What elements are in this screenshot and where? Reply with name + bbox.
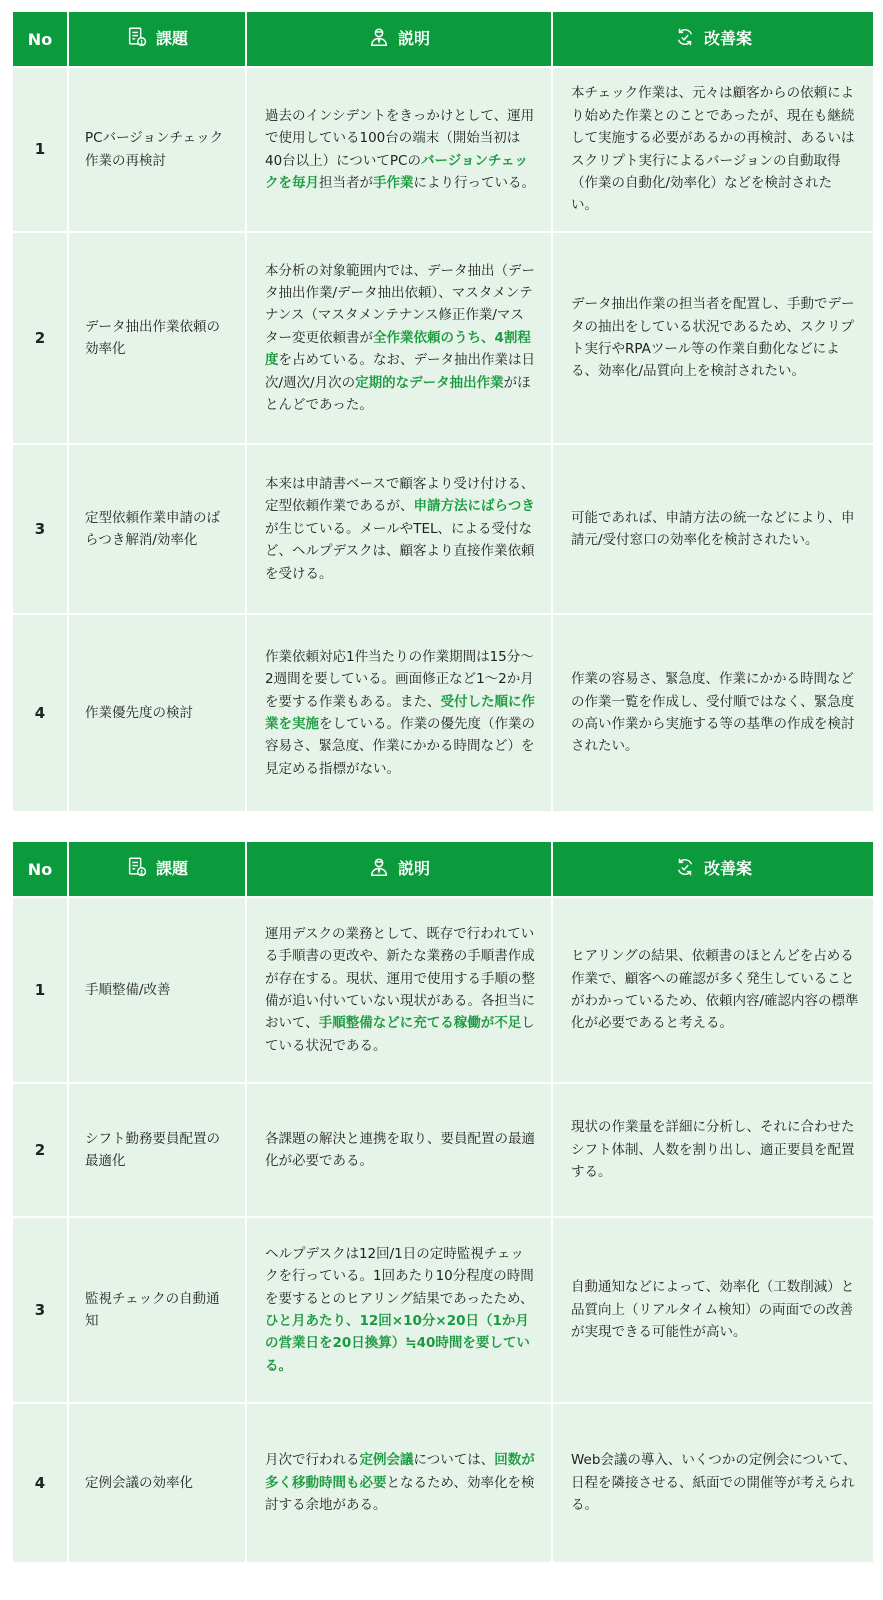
table-row <box>12 1217 874 1403</box>
table-row <box>12 67 874 232</box>
improvement-plan: 現状の作業量を詳細に分析し、それに合わせたシフト体制、人数を割り出し、適正要員を配置する。 <box>552 1083 874 1217</box>
highlight-text: バージョンチェックを毎月 <box>265 152 529 191</box>
row-no: 2 <box>12 1083 68 1217</box>
header-issue: 課題 <box>68 841 246 897</box>
highlight-text: 全作業依頼のうち、4割程度 <box>265 329 531 369</box>
highlight-text: 手順整備などに充てる稼働が不足 <box>318 1015 522 1032</box>
body-text: 本分析の対象範囲内では、データ抽出（データ抽出作業/データ抽出依頼）、マスタメンテナンス（マスタメンテナンス修正作業/マスター変更依頼書が <box>265 262 535 346</box>
improvement-plan: ヒアリングの結果、依頼書のほとんどを占める作業で、顧客への確認が多く発生していることがわかっているため、依頼内容/確認内容の標準化が必要であると考える。 <box>552 897 874 1083</box>
body-text: ヘルプデスクは12回/1日の定時監視チェックを行っている。1回あたり10分程度の時間を要するとのヒアリング結果であったため、 <box>265 1245 534 1307</box>
issue-title: 定型依頼作業申請のばらつき解消/効率化 <box>68 444 246 614</box>
improvement-plan: データ抽出作業の担当者を配置し、手動でデータの抽出をしている状況であるため、スクリプト実行やRPAツール等の作業自動化などによる、効率化/品質向上を検討されたい。 <box>552 232 874 444</box>
highlight-text: 申請方法にばらつき <box>413 498 535 515</box>
table-row <box>12 232 874 444</box>
document-icon <box>126 856 148 878</box>
body-text: をしている。作業の優先度（作業の容易さ、緊急度、作業にかかる時間など）を見定める指標がない。 <box>265 716 535 777</box>
header-row <box>12 11 874 67</box>
person-icon <box>368 856 390 878</box>
body-text: している状況である。 <box>265 1015 535 1054</box>
improvement-plan: 本チェック作業は、元々は顧客からの依頼により始めた作業とのことであったが、現在も継続して実施する必要があるかの再検討、あるいはスクリプト実行によるバージョンの自動取得（作業の自動化/効率化）などを検討されたい。 <box>552 67 874 232</box>
body-text: 担当者が <box>319 174 373 191</box>
row-no: 1 <box>12 897 68 1083</box>
header-plan: 改善案 <box>552 841 874 897</box>
issue-description <box>246 614 552 812</box>
header-row <box>12 841 874 897</box>
issue-description <box>246 897 552 1083</box>
header-no: No <box>12 841 68 897</box>
issue-table-2 <box>11 840 875 1564</box>
body-text: となるため、効率化を検討する余地がある。 <box>265 1474 535 1514</box>
issue-title: 監視チェックの自動通知 <box>68 1217 246 1403</box>
issue-description <box>246 444 552 614</box>
header-no: No <box>12 11 68 67</box>
improvement-plan: 可能であれば、申請方法の統一などにより、申請元/受付窓口の効率化を検討されたい。 <box>552 444 874 614</box>
row-no: 4 <box>12 1403 68 1563</box>
improvement-plan: 自動通知などによって、効率化（工数削減）と品質向上（リアルタイム検知）の両面での改善が実現できる可能性が高い。 <box>552 1217 874 1403</box>
issue-title: 定例会議の効率化 <box>68 1403 246 1563</box>
table-row <box>12 444 874 614</box>
body-text: がほとんどであった。 <box>265 374 531 414</box>
row-no: 1 <box>12 67 68 232</box>
issue-description <box>246 1217 552 1403</box>
row-no: 3 <box>12 444 68 614</box>
highlight-text: 定期的なデータ抽出作業 <box>355 374 504 391</box>
highlight-text: 受付した順に作業を実施 <box>265 693 535 732</box>
improvement-plan: 作業の容易さ、緊急度、作業にかかる時間などの作業一覧を作成し、受付順ではなく、緊急度の高い作業から実施する等の基準の作成を検討されたい。 <box>552 614 874 812</box>
issue-title: PCバージョンチェック作業の再検討 <box>68 67 246 232</box>
issue-description <box>246 232 552 444</box>
row-no: 3 <box>12 1217 68 1403</box>
body-text: が生じている。メールやTEL、による受付など、ヘルプデスクは、顧客より直接作業依頼を受ける。 <box>265 520 535 582</box>
row-no: 2 <box>12 232 68 444</box>
table-row <box>12 1083 874 1217</box>
table-row <box>12 897 874 1083</box>
document-icon <box>126 26 148 48</box>
issue-description <box>246 1403 552 1563</box>
issue-title: シフト勤務要員配置の最適化 <box>68 1083 246 1217</box>
header-desc: 説明 <box>246 11 552 67</box>
highlight-text: ひと月あたり、12回×10分×20日（1か月の営業日を20日換算）≒40時間を要している。 <box>265 1313 530 1374</box>
body-text: 過去のインシデントをきっかけとして、運用で使用している100台の端末（開始当初は40台以上）についてPCの <box>265 107 535 169</box>
body-text: を占めている。なお、データ抽出作業は日次/週次/月次の <box>265 352 535 391</box>
person-icon <box>368 26 390 48</box>
table-row <box>12 1403 874 1563</box>
row-no: 4 <box>12 614 68 812</box>
improvement-cycle-icon <box>674 26 696 48</box>
issue-table-1 <box>11 10 875 813</box>
issue-description <box>246 67 552 232</box>
body-text: 各課題の解決と連携を取り、要員配置の最適化が必要である。 <box>265 1130 535 1169</box>
body-text: 本来は申請書ベースで顧客より受け付ける、定型依頼作業であるが、 <box>265 475 535 515</box>
header-desc: 説明 <box>246 841 552 897</box>
highlight-text: 定例会議 <box>359 1452 414 1469</box>
body-text: 月次で行われる <box>265 1452 360 1469</box>
highlight-text: 回数が多く移動時間も必要 <box>265 1452 535 1491</box>
improvement-plan: Web会議の導入、いくつかの定例会について、日程を隣接させる、紙面での開催等が考えられる。 <box>552 1403 874 1563</box>
highlight-text: 手作業 <box>373 174 414 191</box>
issue-title: 作業優先度の検討 <box>68 614 246 812</box>
table-row <box>12 614 874 812</box>
issue-title: 手順整備/改善 <box>68 897 246 1083</box>
issue-description <box>246 1083 552 1217</box>
improvement-cycle-icon <box>674 856 696 878</box>
header-issue: 課題 <box>68 11 246 67</box>
body-text: については、 <box>413 1452 495 1469</box>
body-text: により行っている。 <box>413 174 535 191</box>
issue-title: データ抽出作業依頼の効率化 <box>68 232 246 444</box>
body-text: 作業依頼対応1件当たりの作業期間は15分～2週間を要している。画面修正など1～2か月を要する作業もある。また、 <box>265 648 534 710</box>
header-plan: 改善案 <box>552 11 874 67</box>
body-text: 運用デスクの業務として、既存で行われている手順書の更改や、新たな業務の手順書作成が存在する。現状、運用で使用する手順の整備が追い付いていない現状がある。各担当において、 <box>265 925 535 1032</box>
